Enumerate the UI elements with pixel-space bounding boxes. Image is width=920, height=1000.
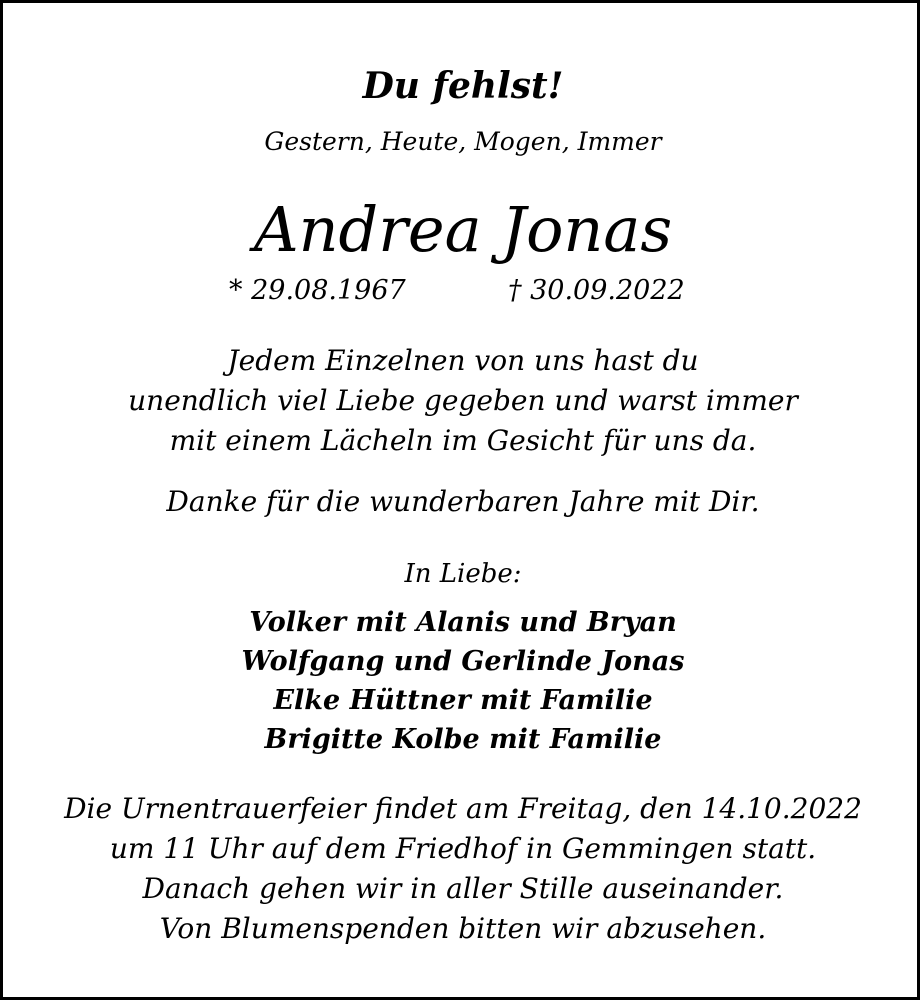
birth-date: * 29.08.1967 bbox=[229, 275, 406, 306]
mourner-name: Brigitte Kolbe mit Familie bbox=[264, 724, 662, 755]
mourner-name: Wolfgang und Gerlinde Jonas bbox=[241, 646, 685, 677]
tribute-line: Jedem Einzelnen von uns hast du bbox=[227, 344, 699, 377]
tribute-text bbox=[3, 341, 920, 461]
funeral-info-line: Die Urnentrauerfeier findet am Freitag, den 14.10.2022 bbox=[64, 792, 862, 825]
funeral-info-line: um 11 Uhr auf dem Friedhof in Gemmingen statt. bbox=[109, 832, 817, 865]
funeral-info-line: Von Blumenspenden bitten wir abzusehen. bbox=[159, 912, 767, 945]
death-date: † 30.09.2022 bbox=[508, 275, 685, 306]
mourner-name: Volker mit Alanis und Bryan bbox=[249, 607, 677, 638]
funeral-info-line: Danach gehen wir in aller Stille auseinander. bbox=[142, 872, 784, 905]
deceased-name: Andrea Jonas bbox=[253, 193, 673, 266]
mourners-list bbox=[3, 603, 920, 759]
funeral-info bbox=[3, 789, 920, 949]
heading: Du fehlst! bbox=[362, 65, 564, 107]
tribute-line: unendlich viel Liebe gegeben und warst immer bbox=[128, 384, 798, 417]
subheading: Gestern, Heute, Mogen, Immer bbox=[264, 127, 662, 156]
in-love-label: In Liebe: bbox=[404, 559, 522, 589]
life-dates bbox=[3, 275, 920, 315]
thanks-text: Danke für die wunderbaren Jahre mit Dir. bbox=[166, 485, 760, 518]
tribute-line: mit einem Lächeln im Gesicht für uns da. bbox=[169, 424, 757, 457]
mourner-name: Elke Hüttner mit Familie bbox=[273, 685, 653, 716]
